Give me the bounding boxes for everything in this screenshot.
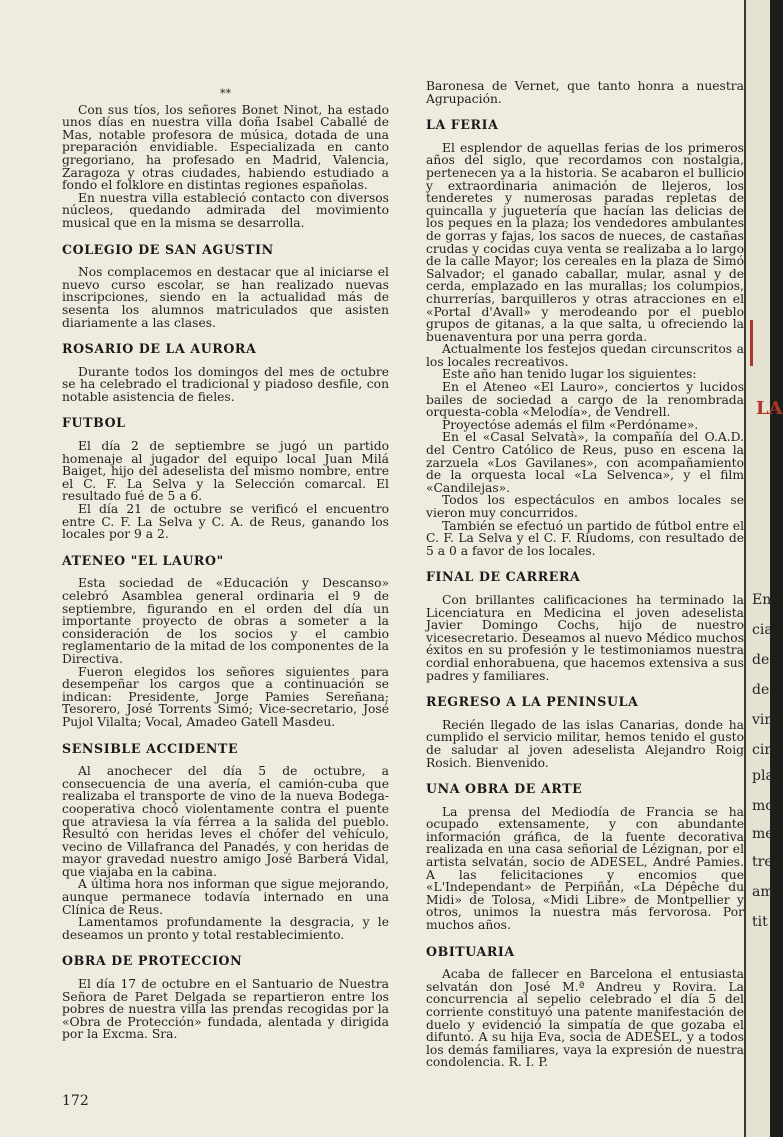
paragraph: Esta sociedad de «Educación y Descanso» celebró Asamblea general ordinaria el 9 de septiembre, figurando en el orden del día un importante proyecto de obras a someter a la consideración de los socios y el cambio reglamentario de la mitad de los componentes de la Directiva. [62,576,389,666]
paragraph: Este año han tenido lugar los siguientes: [442,367,697,382]
next-page-word-fragment: tit [752,914,768,930]
paragraph: El día 17 de octubre en el Santuario de Nuestra Señora de Paret Delgada se repartieron entre los pobres de nuestra villa las prendas recogidas por la «Obra de Protección» fundada, alentada y dirigida por la Excma. Sra. [62,977,389,1042]
next-page-word-fragment: mo [752,798,774,814]
paragraph: El día 21 de octubre se verificó el encuentro entre C. F. La Selva y C. A. de Reus, ganando los locales por 9 a 2. [62,502,389,542]
paragraph: Fueron elegidos los señores siguientes para desempeñar los cargos que a continuación se indican: Presidente, Jorge Pamies Sereñana; Tesorero, José Torrents Simó; Vice-secretario, José Pujol Vilalta; Vocal, Amadeo Gatell Masdeu. [62,664,389,729]
paragraph: Todos los espectáculos en ambos locales se vieron muy concurridos. [426,493,744,520]
next-page-red-heading: LA [756,398,783,419]
section-heading: FINAL DE CARRERA [426,569,581,585]
next-page-edge [744,0,783,1137]
next-page-word-fragment: de [752,652,770,668]
paragraph: La prensa del Mediodía de Francia se ha ocupado extensamente, y con abundante información gráfica, de la fuente decorativa realizada en una casa señorial de Lézignan, por el artista selvatán, socio de ADESEL, André Pamies. A las felicitaciones y encomios que «L'Independant» de Perpiñán, «La Dépêche du Midi» de Tolosa, «Midi Libre» de Montpellier y otros, unimos la nuestra más fervorosa. Por muchos años. [426,804,744,933]
paragraph: Proyectóse además el film «Perdóname». [442,417,699,432]
paragraph: Recién llegado de las islas Canarias, donde ha cumplido el servicio militar, hemos tenido el gusto de saludar al joven adeselista Alejandro Roig Rosich. Bienvenido. [426,717,744,770]
paragraph: El día 2 de septiembre se jugó un partido homenaje al jugador del equipo local Juan Milá Baiget, hijo del adeselista del mismo nombre, entre el C. F. La Selva y la Selección comarcal. El resultado fué de 5 a 6. [62,439,389,504]
paragraph: Nos complacemos en destacar que al iniciarse el nuevo curso escolar, se han realizado nuevas inscripciones, siendo en la actualidad más de sesenta los alumnos matriculados que asisten diariamente a las clases. [62,265,389,330]
next-page-word-fragment: me [752,826,774,842]
paragraph: En el Ateneo «El Lauro», conciertos y lucidos bailes de sociedad a cargo de la renombrada orquesta-cobla «Melodía», de Vendrell. [426,380,744,420]
next-page-word-fragment: En [752,592,772,608]
paragraph: A última hora nos informan que sigue mejorando, aunque permanece todavía internado en una Clínica de Reus. [62,877,389,917]
paragraph: Durante todos los domingos del mes de octubre se ha celebrado el tradicional y piadoso desfile, con notable asistencia de fieles. [62,364,389,404]
section-heading: ROSARIO DE LA AURORA [62,341,257,357]
paragraph: Al anochecer del día 5 de octubre, a consecuencia de una avería, el camión-cuba que realizaba el transporte de vino de la nueva Bodega-cooperativa chocó violentamente contra el puente que atraviesa la vía férrea a la salida del pueblo. Resultó con heridas leves el chófer del vehículo, vecino de Villafranca del Panadés, y con heridas de mayor gravedad nuestro amigo José Barberá Vidal, que viajaba en la cabina. [62,764,389,879]
next-page-word-fragment: vin [752,712,774,728]
section-heading: LA FERIA [426,117,499,133]
section-heading: UNA OBRA DE ARTE [426,781,583,797]
paragraph: El esplendor de aquellas ferias de los primeros años del siglo, que recordamos con nostalgia, pertenecen ya a la historia. Se acabaron el bullicio y extraordinaria animación de llejeros, los tenderetes y numerosas paradas repletas de quincalla y juguetería que hacían las delicias de los peques en la plaza; los vendedores ambulantes de gorras y fajas, los sacos de nueces, de castañas crudas y cocidas cuya venta se realizaba a lo largo de la calle Mayor; los cereales en la plaza de Simó Salvador; el ganado caballar, mular, asnal y de cerda, emplazado en las murallas; los columpios, churrerías, barquilleros y otras atracciones en el «Portal d'Avall» y merodeando por el pueblo grupos de gitanas, a la que salta, u ofreciendo la buenaventura por una perra gorda. [426,140,744,344]
page-number: 172 [62,1093,89,1109]
section-heading: SENSIBLE ACCIDENTE [62,740,239,756]
section-heading: FUTBOL [62,415,126,431]
paragraph: Lamentamos profundamente la desgracia, y le deseamos un pronto y total restablecimiento. [62,915,389,942]
section-heading: REGRESO A LA PENINSULA [426,694,639,710]
section-heading: OBITUARIA [426,943,515,959]
next-page-word-fragment: cir [752,742,772,758]
section-heading: COLEGIO DE SAN AGUSTIN [62,241,274,257]
next-page-word-fragment: am [752,884,774,900]
paragraph: Actualmente los festejos quedan circunscritos a los locales recreativos. [426,342,744,369]
section-ornament: ** [220,87,231,100]
section-heading: ATENEO "EL LAURO" [62,552,224,568]
paragraph: Con brillantes calificaciones ha terminado la Licenciatura en Medicina el joven adeselista Javier Domingo Cochs, hijo de nuestro vicesecretario. Deseamos al nuevo Médico muchos éxitos en su profesión y le testimoniamos nuestra cordial enhorabuena, que hacemos extensiva a sus padres y familiares. [426,592,744,683]
paragraph: También se efectuó un partido de fútbol entre el C. F. La Selva y el C. F. Riudoms, con resultado de 5 a 0 a favor de los locales. [426,518,744,558]
right-column [426,80,744,1069]
paragraph: Acaba de fallecer en Barcelona el entusiasta selvatán don José M.ª Andreu y Rovira. La concurrencia al sepelio celebrado el día 5 del corriente constituyó una patente manifestación de duelo y evidenció la simpatía de que gozaba el difunto. A su hija Eva, socia de ADESEL, y a todos los demás familiares, vaya la expresión de nuestra condolencia. R. I. P. [426,967,744,1070]
paragraph: Con sus tíos, los señores Bonet Ninot, ha estado unos días en nuestra villa doña Isabel Caballé de Mas, notable profesora de música, dotada de una preparación envidiable. Especializada en canto gregoriano, ha profesado en Madrid, Valencia, Zaragoza y otras ciudades, habiendo estudiado a fondo el folklore en distintas regiones españolas. [62,102,389,193]
section-heading: OBRA DE PROTECCION [62,953,243,969]
paragraph: En el «Casal Selvatà», la compañía del O.A.D. del Centro Católico de Reus, puso en escena la zarzuela «Los Gavilanes», con acompañamiento de la orquesta local «La Selvenca», y el film «Candilejas». [426,430,744,495]
paragraph: En nuestra villa estableció contacto con diversos núcleos, quedando admirada del movimiento musical que en la misma se desarrolla. [62,190,389,230]
paragraph: Baronesa de Vernet, que tanto honra a nuestra Agrupación. [426,79,744,106]
red-ornament [750,320,771,366]
next-page-word-fragment: pla [752,768,774,784]
left-column [62,80,389,1041]
next-page-word-fragment: cia [752,622,773,638]
next-page-word-fragment: de [752,682,770,698]
next-page-word-fragment: tre [752,854,773,870]
